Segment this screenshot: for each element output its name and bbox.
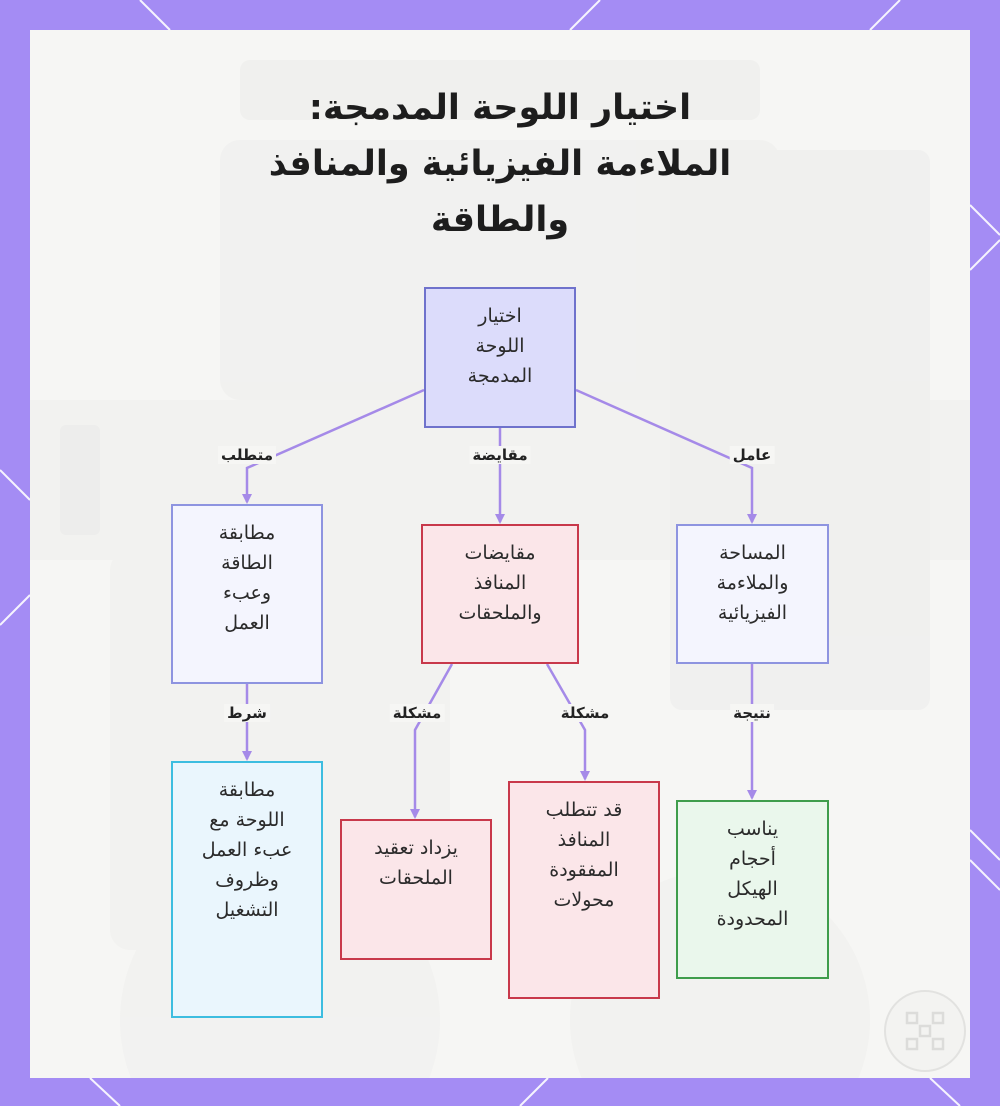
node-text: يزداد تعقيد bbox=[374, 837, 458, 859]
node-text: الهيكل bbox=[727, 878, 778, 900]
title-line-2: الملاءمة الفيزيائية والمنافذ bbox=[268, 144, 732, 184]
node-text: اللوحة bbox=[475, 335, 525, 357]
node-text: المساحة bbox=[719, 542, 786, 564]
node-text: أحجام bbox=[729, 848, 776, 870]
node-text: المفقودة bbox=[549, 859, 619, 881]
node-text: مطابقة bbox=[218, 779, 276, 801]
watermark-logo-icon bbox=[882, 988, 968, 1074]
node-accessory-complexity bbox=[340, 819, 492, 960]
node-board-match bbox=[171, 761, 323, 1018]
node-root bbox=[424, 287, 576, 428]
edge-ports-to-complexity bbox=[415, 664, 452, 817]
node-text: المحدودة bbox=[716, 908, 789, 930]
edge-label-result: نتيجة bbox=[730, 704, 774, 722]
node-text: الملحقات bbox=[379, 867, 453, 889]
node-text: وعبء bbox=[222, 582, 272, 604]
node-text: اللوحة مع bbox=[209, 809, 285, 831]
node-text: الفيزيائية bbox=[717, 602, 788, 624]
node-physical-fit bbox=[676, 524, 829, 664]
node-text: محولات bbox=[553, 889, 615, 911]
node-text: التشغيل bbox=[215, 899, 279, 921]
node-text: المنافذ bbox=[473, 572, 527, 594]
node-text: الطاقة bbox=[221, 552, 273, 574]
node-text: المنافذ bbox=[557, 829, 611, 851]
node-text: والملحقات bbox=[458, 602, 542, 624]
edge-root-to-physical bbox=[576, 390, 752, 522]
node-text: عبء العمل bbox=[201, 839, 293, 861]
node-text: قد تتطلب bbox=[545, 799, 623, 821]
edge-label-requirement: متطلب bbox=[218, 446, 276, 464]
node-missing-ports bbox=[508, 781, 660, 999]
node-text: والملاءمة bbox=[716, 572, 789, 594]
node-text: وظروف bbox=[215, 869, 279, 891]
diagram-card bbox=[30, 30, 970, 1078]
node-fits-cases bbox=[676, 800, 829, 979]
title-line-3: والطاقة bbox=[430, 200, 570, 240]
edge-label-problem-right: مشكلة bbox=[558, 704, 613, 722]
node-power-workload bbox=[171, 504, 323, 684]
node-text: المدمجة bbox=[467, 365, 533, 387]
node-text: اختيار bbox=[478, 305, 522, 327]
edge-label-tradeoff: مقايضة bbox=[469, 446, 530, 464]
edge-label-problem-left: مشكلة bbox=[390, 704, 445, 722]
node-ports-tradeoffs bbox=[421, 524, 579, 664]
node-text: يناسب bbox=[726, 818, 779, 840]
edge-label-factor: عامل bbox=[730, 446, 775, 464]
node-text: مطابقة bbox=[218, 522, 276, 544]
node-text: مقايضات bbox=[464, 542, 536, 564]
title-line-1: اختيار اللوحة المدمجة: bbox=[308, 88, 692, 128]
node-text: العمل bbox=[224, 612, 270, 634]
edge-label-condition: شرط bbox=[224, 704, 270, 722]
